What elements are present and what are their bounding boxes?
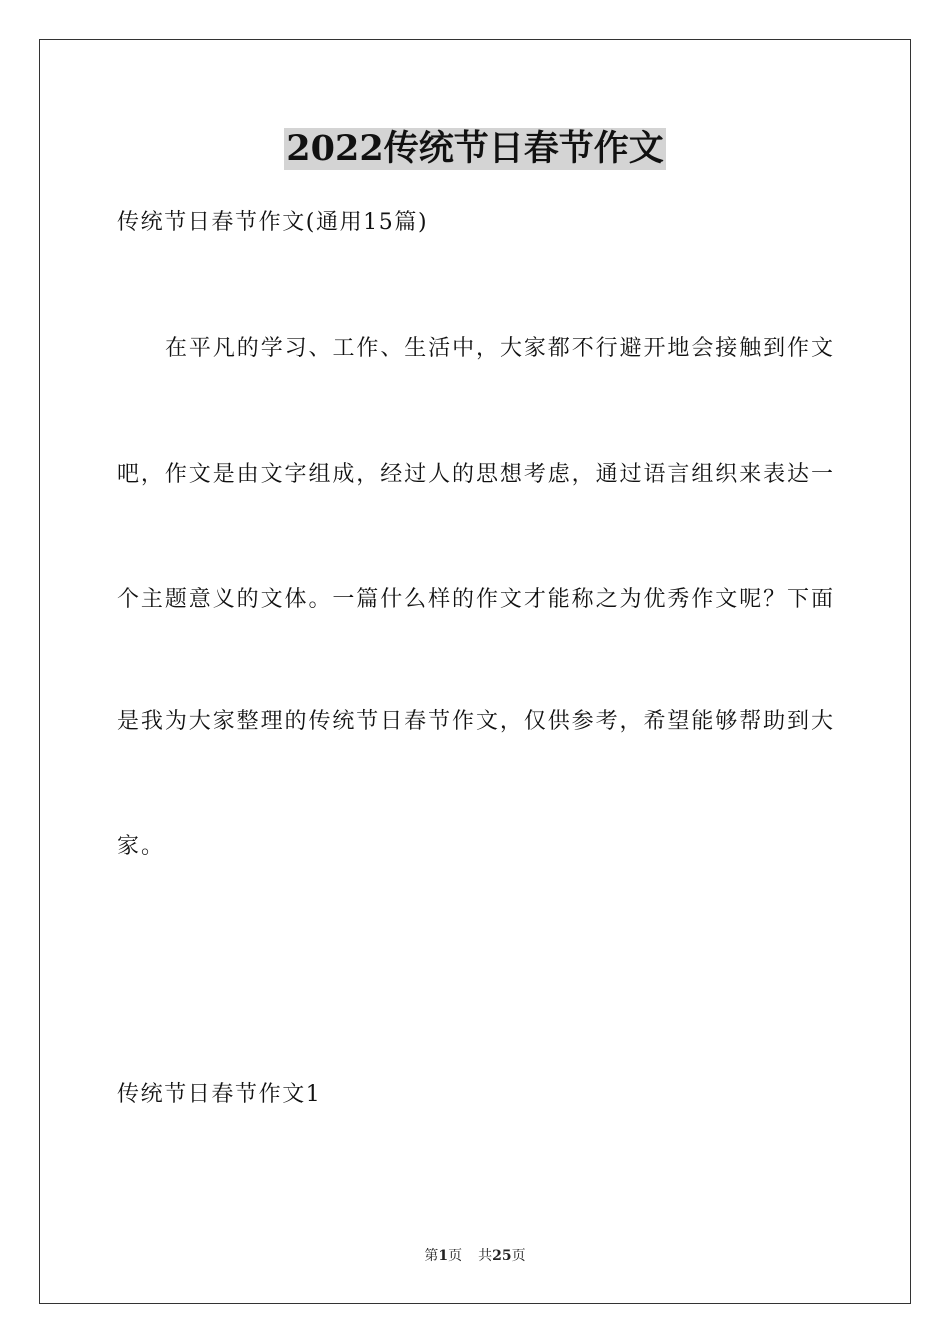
footer-total-pages: 25	[492, 1248, 512, 1264]
document-title: 2022传统节日春节作文	[286, 128, 664, 169]
intro-paragraph-line-4: 是我为大家整理的传统节日春节作文，仅供参考，希望能够帮助到大	[117, 709, 833, 734]
title-container	[0, 128, 950, 170]
intro-paragraph-line-3: 个主题意义的文体。一篇什么样的作文才能称之为优秀作文呢？下面	[117, 587, 833, 612]
footer-page-number: 1	[438, 1248, 449, 1264]
document-subtitle: 传统节日春节作文(通用15篇)	[117, 210, 429, 235]
footer-total-suffix: 页	[511, 1248, 526, 1264]
section-heading: 传统节日春节作文1	[117, 1082, 322, 1107]
footer-total-prefix: 共	[478, 1248, 493, 1264]
intro-paragraph-line-5: 家。	[117, 834, 166, 859]
intro-paragraph-line-1: 在平凡的学习、工作、生活中，大家都不行避开地会接触到作文	[165, 336, 833, 361]
page-footer	[0, 1246, 950, 1266]
footer-page-prefix: 第	[424, 1248, 439, 1264]
footer-page-suffix: 页	[448, 1248, 463, 1264]
intro-paragraph-line-2: 吧，作文是由文字组成，经过人的思想考虑，通过语言组织来表达一	[117, 462, 833, 487]
